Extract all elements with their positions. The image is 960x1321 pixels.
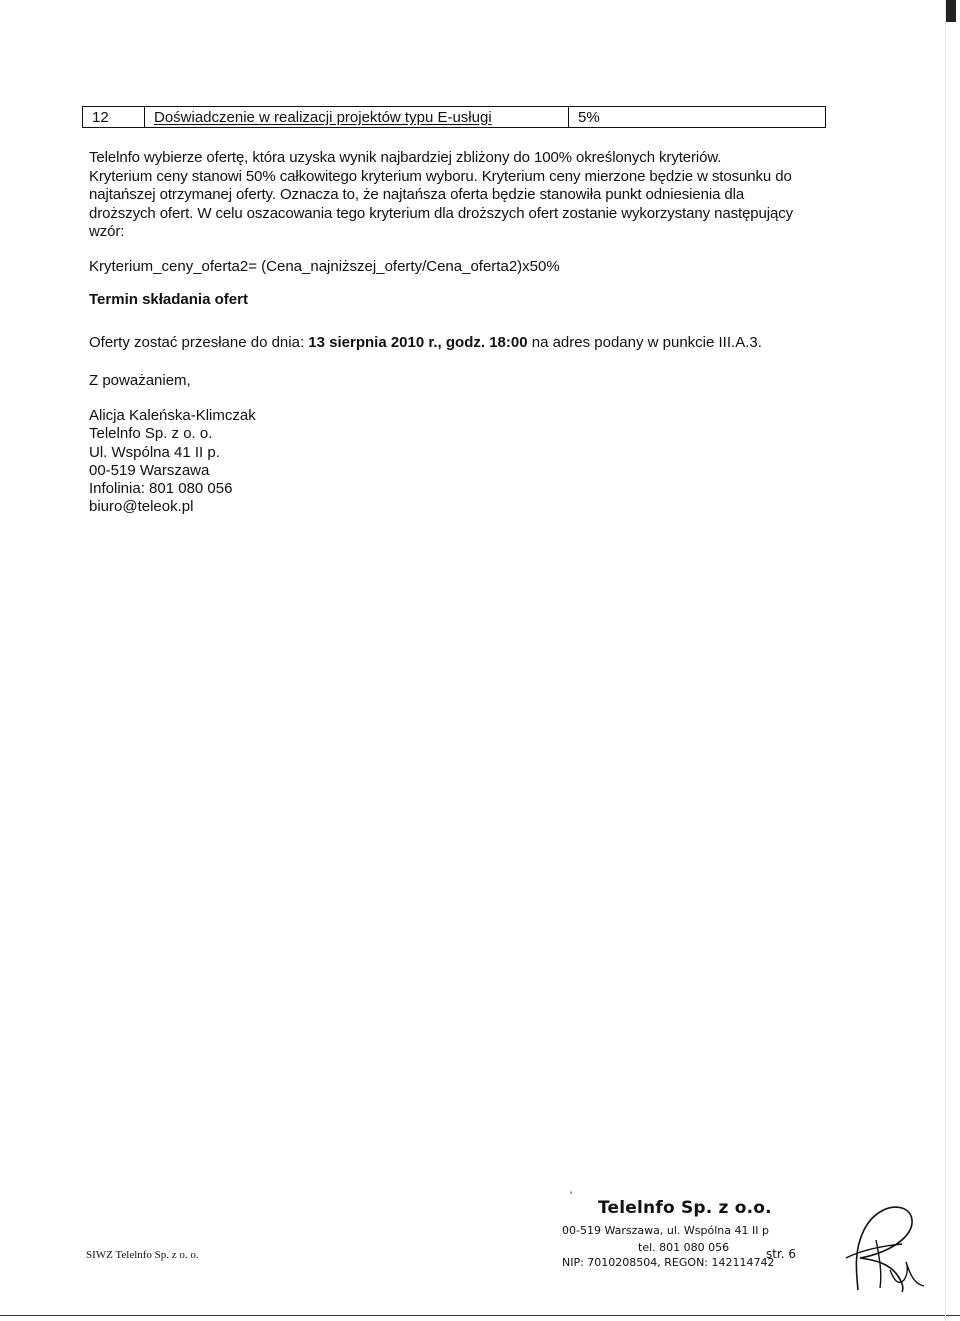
stamp-mark: ': [570, 1190, 573, 1202]
criteria-name-cell: [145, 107, 569, 127]
paragraph-line: najtańszej otrzymanej oferty. Oznacza to, że najtańsza oferta będzie stanowiła punkt odniesienia dla: [89, 186, 745, 204]
criteria-description: [89, 149, 849, 242]
scan-edge-mark: [946, 0, 956, 22]
handwritten-signature-icon: [842, 1200, 926, 1296]
price-formula: Kryterium_ceny_oferta2= (Cena_najniższej_oferty/Cena_oferta2)x50%: [89, 258, 560, 275]
footer-document-label: SIWZ Telelnfo Sp. z o. o.: [86, 1249, 199, 1261]
paragraph-line: Telelnfo wybierze ofertę, która uzyska wynik najbardziej zbliżony do 100% określonych kryteriów.: [89, 149, 722, 166]
criteria-name: Doświadczenie w realizacji projektów typu E-usługi: [154, 108, 492, 126]
paragraph-line: wzór:: [89, 223, 125, 241]
signer-email[interactable]: biuro@teleok.pl: [89, 498, 194, 516]
page-edge-rule: [945, 0, 946, 1321]
section-heading: Termin składania ofert: [89, 291, 248, 308]
signer-company: Telelnfo Sp. z o. o.: [89, 425, 213, 443]
signer-street: Ul. Wspólna 41 II p.: [89, 443, 220, 461]
page-number: str. 6: [766, 1247, 797, 1261]
stamp-company: Telelnfo Sp. z o.o.: [598, 1198, 772, 1218]
deadline-sentence: [89, 334, 762, 351]
signer-name: Alicja Kaleńska-Klimczak: [89, 407, 256, 424]
company-stamp: [562, 1198, 842, 1269]
stamp-phone: tel. 801 080 056: [638, 1241, 730, 1254]
bottom-rule: [0, 1315, 960, 1316]
stamp-address: 00-519 Warszawa, ul. Wspólna 41 II p: [562, 1224, 769, 1237]
signer-city: 00-519 Warszawa: [89, 461, 210, 479]
deadline-suffix: na adres podany w punkcie III.A.3.: [527, 334, 762, 351]
stamp-ids: NIP: 7010208504, REGON: 142114742: [562, 1256, 775, 1269]
closing-greeting: Z poważaniem,: [89, 372, 191, 389]
deadline-date: 13 sierpnia 2010 r., godz. 18:00: [308, 334, 528, 351]
paragraph-line: droższych ofert. W celu oszacowania tego kryterium dla droższych ofert zostanie wykorzystany następujący: [89, 204, 794, 222]
signature-block: [89, 407, 256, 517]
criteria-table-row: [82, 106, 826, 128]
criteria-weight: 5%: [578, 108, 600, 126]
signer-hotline: Infolinia: 801 080 056: [89, 480, 233, 498]
criteria-number: 12: [83, 107, 145, 127]
deadline-prefix: Oferty zostać przesłane do dnia:: [89, 334, 309, 351]
paragraph-line: Kryterium ceny stanowi 50% całkowitego kryterium wyboru. Kryterium ceny mierzone będzie w stosunku do: [89, 167, 792, 185]
